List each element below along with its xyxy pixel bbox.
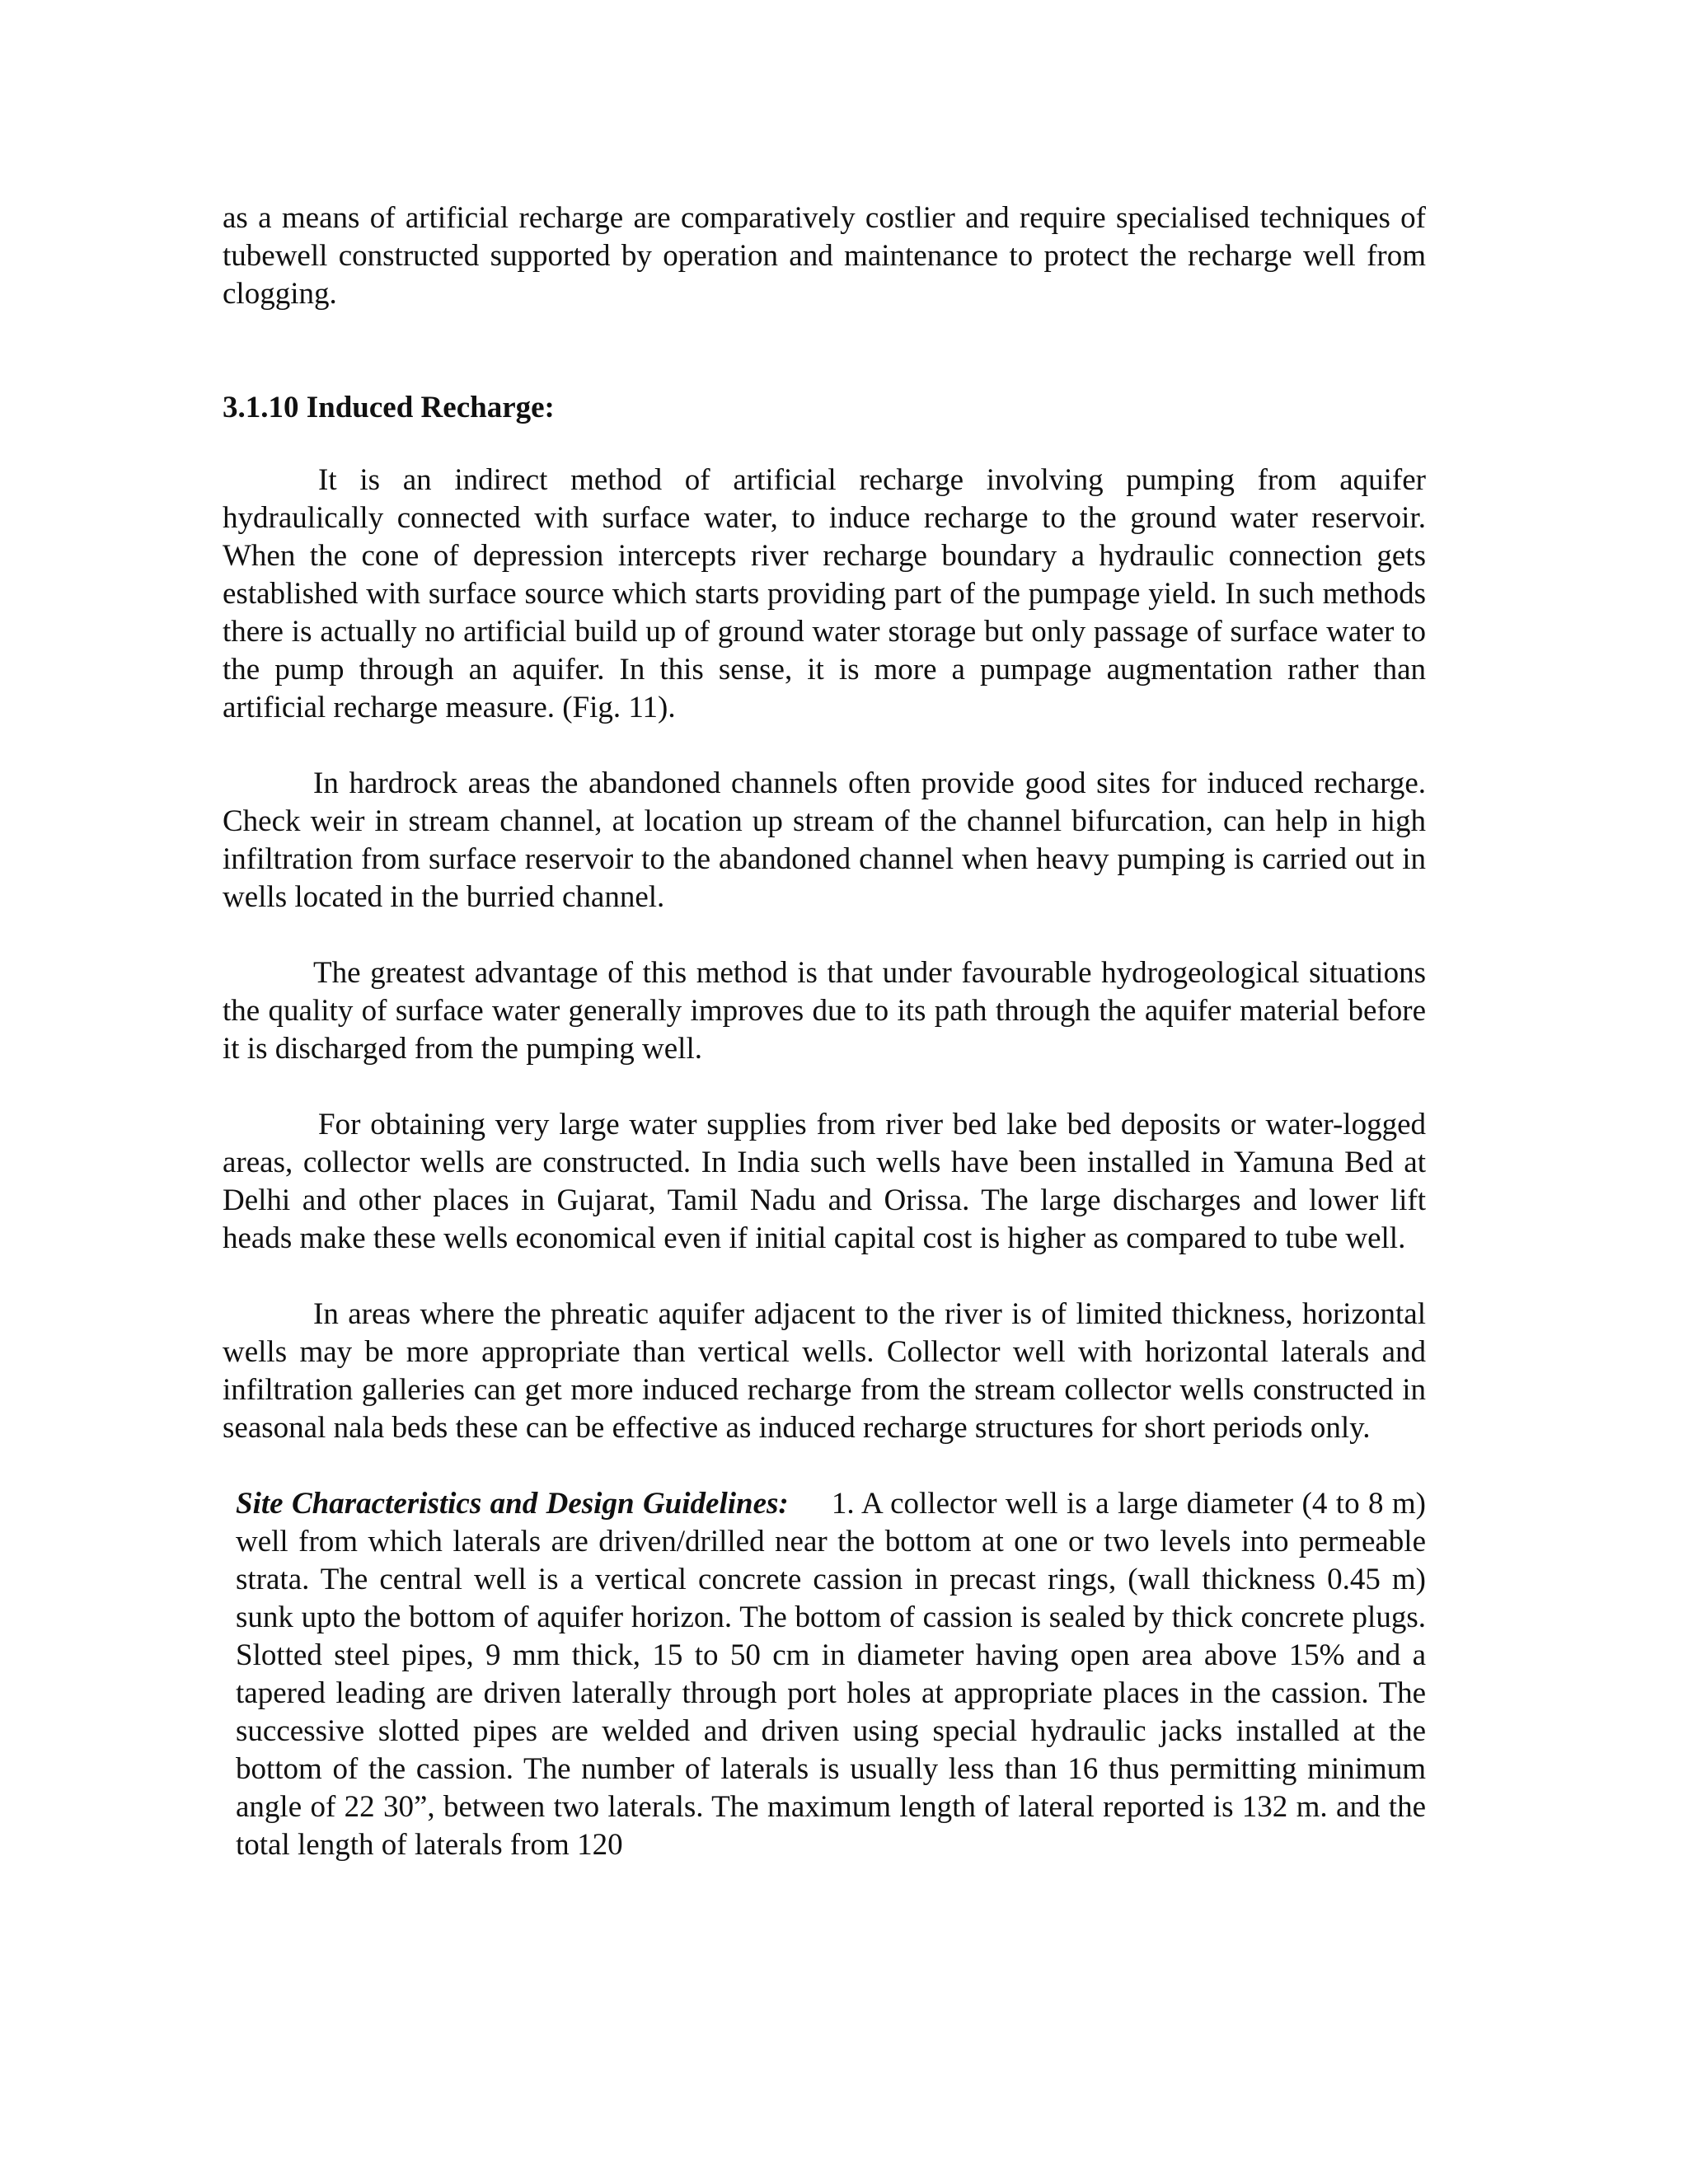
site-characteristics-paragraph	[236, 1485, 1426, 1864]
paragraph-greatest-advantage: The greatest advantage of this method is that under favourable hydrogeological situations the quality of surface water generally improves due to its path through the aquifer material before it is discharged from the pumping well.	[223, 956, 1426, 1066]
page-content	[223, 199, 1426, 1864]
paragraph-horizontal-wells: In areas where the phreatic aquifer adjacent to the river is of limited thickness, horizontal wells may be more appropriate than vertical wells. Collector well with horizontal laterals and infiltration galleries can get more induced recharge from the stream collector wells constructed in seasonal nala beds these can be effective as induced recharge structures for short periods only.	[223, 1297, 1426, 1445]
site-characteristics-title: Site Characteristics and Design Guidelines:	[236, 1487, 789, 1521]
paragraph-induced-recharge-definition: It is an indirect method of artificial recharge involving pumping from aquifer hydraulically connected with surface water, to induce recharge to the ground water reservoir. When the cone of depression intercepts river recharge boundary a hydraulic connection gets established with surface source which starts providing part of the pumpage yield. In such methods there is actually no artificial build up of ground water storage but only passage of surface water to the pump through an aquifer. In this sense, it is more a pumpage augmentation rather than artificial recharge measure. (Fig. 11).	[223, 463, 1426, 724]
paragraph-hardrock-areas: In hardrock areas the abandoned channels often provide good sites for induced recharge. Check weir in stream channel, at location up stream of the channel bifurcation, can help in high infiltration from surface reservoir to the abandoned channel when heavy pumping is carried out in wells located in the burried channel.	[223, 766, 1426, 914]
site-characteristics-text: 1. A collector well is a large diameter (4 to 8 m) well from which laterals are driven/drilled near the bottom at one or two levels into permeable strata. The central well is a vertical concrete cassion in precast rings, (wall thickness 0.45 m) sunk upto the bottom of aquifer horizon. The bottom of cassion is sealed by thick concrete plugs. Slotted steel pipes, 9 mm thick, 15 to 50 cm in diameter having open area above 15% and a tapered leading are driven laterally through port holes at appropriate places in the cassion. The successive slotted pipes are welded and driven using special hydraulic jacks installed at the bottom of the cassion. The number of laterals is usually less than 16 thus permitting minimum angle of 22 30”, between two laterals. The maximum length of lateral reported is 132 m. and the total length of laterals from 120	[236, 1487, 1427, 1862]
intro-paragraph: as a means of artificial recharge are comparatively costlier and require specialised techniques of tubewell constructed supported by operation and maintenance to protect the recharge well from clogging.	[223, 201, 1426, 311]
paragraph-collector-wells: For obtaining very large water supplies from river bed lake bed deposits or water-logged areas, collector wells are constructed. In India such wells have been installed in Yamuna Bed at Delhi and other places in Gujarat, Tamil Nadu and Orissa. The large discharges and lower lift heads make these wells economical even if initial capital cost is higher as compared to tube well.	[223, 1108, 1426, 1255]
section-heading: 3.1.10 Induced Recharge:	[223, 391, 555, 424]
